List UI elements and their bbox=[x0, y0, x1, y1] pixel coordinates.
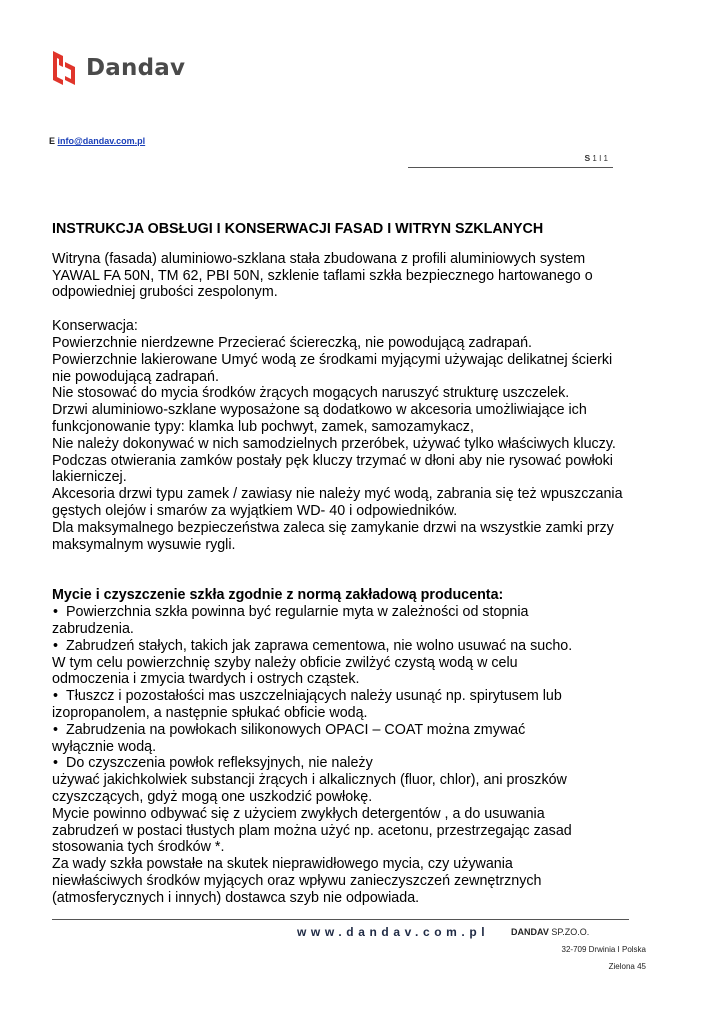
bullet-item: • Powierzchnia szkła powinna być regularnie myta w zależności od stopnia bbox=[52, 604, 652, 621]
maintenance-line: Drzwi aluminiowo-szklane wyposażone są dodatkowo w akcesoria umożliwiające ich bbox=[52, 402, 587, 419]
maintenance-line: Nie stosować do mycia środków żrących mogących naruszyć strukturę uszczelek. bbox=[52, 385, 570, 402]
email-link[interactable]: info@dandav.com.pl bbox=[57, 136, 146, 146]
spacer bbox=[52, 301, 652, 318]
intro-line: Witryna (fasada) aluminiowo-szklana stała zbudowana z profili aluminiowych system bbox=[52, 250, 586, 267]
address-line: 32-709 Drwinia I Polska bbox=[561, 945, 646, 954]
logo-text: Dandav bbox=[86, 55, 186, 81]
glass-heading: Mycie i czyszczenie szkła zgodnie z normą zakładową producenta: bbox=[52, 587, 504, 604]
dandav-logo-icon bbox=[50, 49, 78, 87]
company-suffix: SP.ZO.O. bbox=[548, 927, 590, 937]
bullet-item: • Tłuszcz i pozostałości mas uszczelniających należy usunąć np. spirytusem lub bbox=[52, 688, 652, 705]
bullet-item: • Do czyszczenia powłok refleksyjnych, nie należy bbox=[52, 755, 652, 772]
glass-text-line: wyłącznie wodą. bbox=[52, 738, 157, 755]
page-prefix: S bbox=[584, 153, 591, 163]
bullet-item: • Zabrudzeń stałych, takich jak zaprawa cementowa, nie wolno usuwać na sucho. bbox=[52, 638, 652, 655]
glass-text-line: W tym celu powierzchnię szyby należy obficie zwilżyć czystą wodą w celu bbox=[52, 654, 518, 671]
maintenance-line: Dla maksymalnego bezpieczeństwa zaleca się zamykanie drzwi na wszystkie zamki przy bbox=[52, 519, 614, 536]
glass-text-line: Mycie powinno odbywać się z użyciem zwykłych detergentów , a do usuwania bbox=[52, 805, 545, 822]
footer-website[interactable]: www.dandav.com.pl bbox=[297, 925, 490, 939]
maintenance-line: gęstych olejów i smarów za wyjątkiem WD- 40 i odpowiedników. bbox=[52, 502, 458, 519]
bullet-item: • Zabrudzenia na powłokach silikonowych OPACI – COAT można zmywać bbox=[52, 722, 652, 739]
glass-text-line: zabrudzenia. bbox=[52, 620, 134, 637]
company-name: DANDAV bbox=[511, 927, 549, 937]
contact-email bbox=[49, 136, 145, 146]
company-logo bbox=[50, 48, 185, 88]
maintenance-line: Akcesoria drzwi typu zamek / zawiasy nie należy myć wodą, zabrania się też wpuszczania bbox=[52, 486, 623, 503]
glass-cleaning-section bbox=[52, 604, 652, 906]
address-line: Zielona 45 bbox=[608, 962, 646, 971]
page-count: 1 I 1 bbox=[592, 154, 608, 163]
maintenance-line: Nie należy dokonywać w nich samodzielnych przeróbek, używać tylko właściwych kluczy. bbox=[52, 435, 616, 452]
glass-text-line: niewłaściwych środków myjących oraz wpływu zanieczyszczeń zewnętrznych bbox=[52, 872, 542, 889]
glass-text-line: stosowania tych środków *. bbox=[52, 839, 225, 856]
intro-line: odpowiedniej grubości zespolonym. bbox=[52, 284, 278, 301]
spacer bbox=[52, 553, 652, 587]
intro-paragraph bbox=[52, 251, 652, 301]
page-number bbox=[585, 153, 608, 163]
maintenance-line: Powierzchnie nierdzewne Przecierać ściereczką, nie powodującą zadrapań. bbox=[52, 334, 532, 351]
glass-text-line: Za wady szkła powstałe na skutek nieprawidłowego mycia, czy używania bbox=[52, 856, 513, 873]
maintenance-line: nie powodującą zadrapań. bbox=[52, 368, 219, 385]
glass-text-line: (atmosferycznych i innych) dostawca szyb nie odpowiada. bbox=[52, 889, 420, 906]
glass-text-line: odmoczenia i zmycia twardych i ostrych cząstek. bbox=[52, 671, 360, 688]
document-title: INSTRUKCJA OBSŁUGI I KONSERWACJI FASAD I WITRYN SZKLANYCH bbox=[52, 221, 544, 237]
footer-address bbox=[562, 941, 646, 975]
glass-text-line: czyszczących, gdyż mogą one uszkodzić powłokę. bbox=[52, 788, 373, 805]
maintenance-section bbox=[52, 318, 652, 553]
glass-text-line: używać jakichkolwiek substancji żrących i alkalicznych (fluor, chlor), ani proszków bbox=[52, 772, 567, 789]
maintenance-line: Powierzchnie lakierowane Umyć wodą ze środkami myjącymi używając delikatnej ścierki bbox=[52, 351, 613, 368]
glass-text-line: zabrudzeń w postaci tłustych plam można użyć np. acetonu, przestrzegając zasad bbox=[52, 822, 572, 839]
intro-line: YAWAL FA 50N, TM 62, PBI 50N, szklenie taflami szkła bezpiecznego hartowanego o bbox=[52, 267, 593, 284]
maintenance-line: funkcjonowanie typy: klamka lub pochwyt, zamek, samozamykacz, bbox=[52, 418, 474, 435]
header-divider bbox=[408, 167, 613, 168]
maintenance-line: Podczas otwierania zamków postały pęk kluczy trzymać w dłoni aby nie rysować powłoki bbox=[52, 452, 613, 469]
maintenance-line: Konserwacja: bbox=[52, 318, 138, 335]
footer-company bbox=[511, 927, 589, 937]
document-body bbox=[52, 221, 652, 906]
email-label: E bbox=[49, 136, 56, 146]
maintenance-line: lakierniczej. bbox=[52, 469, 127, 486]
footer-divider bbox=[52, 919, 629, 920]
glass-text-line: izopropanolem, a następnie spłukać obficie wodą. bbox=[52, 704, 368, 721]
maintenance-line: maksymalnym wysuwie rygli. bbox=[52, 536, 236, 553]
